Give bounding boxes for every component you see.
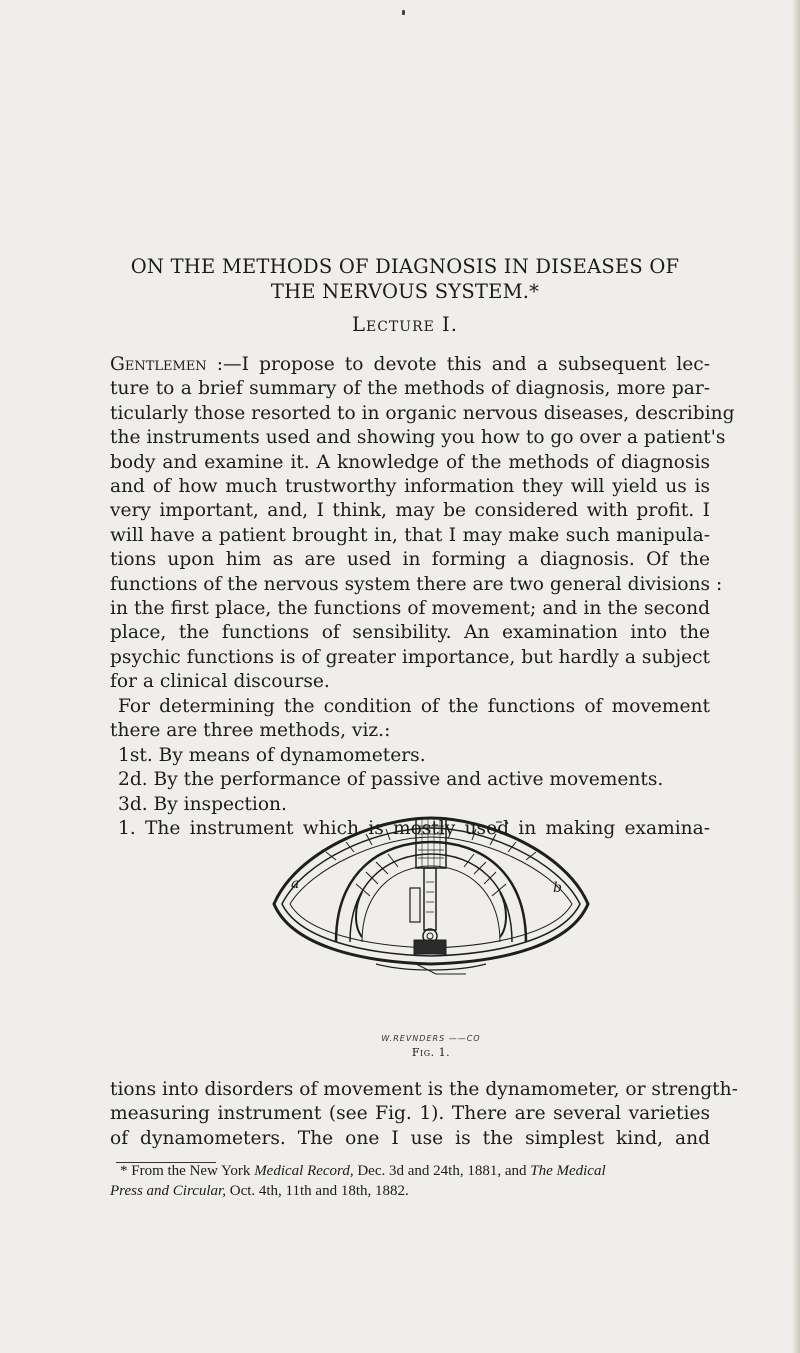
text-line: psychic functions is of greater importance, but hardly a subject [110, 646, 710, 668]
text-line: of dynamometers. The one I use is the simplest kind, and [110, 1127, 710, 1149]
text-line: Gentlemen :—I propose to devote this and a subsequent lec- [110, 354, 710, 375]
paragraph-3 [110, 1078, 738, 1151]
title-line-2: THE NERVOUS SYSTEM.* [270, 280, 540, 303]
print-speck [402, 10, 405, 15]
text-line: and of how much trustworthy information they will yield us is [110, 476, 710, 498]
page-edge-shadow [792, 0, 800, 1353]
figure-caption: Fig. 1. [411, 1046, 451, 1059]
dynamometer-illustration [266, 812, 596, 1072]
text-line: tions into disorders of movement is the dynamometer, or strength- [110, 1079, 738, 1100]
text-line: ture to a brief summary of the methods of diagnosis, more par- [110, 378, 710, 400]
chapter-title [110, 254, 700, 304]
title-line-1: ON THE METHODS OF DIAGNOSIS IN DISEASES OF [130, 255, 680, 278]
list-item: 3d. By inspection. [118, 793, 287, 815]
text-line: tions upon him as are used in forming a diagnosis. Of the [110, 549, 710, 571]
text-line: ticularly those resorted to in organic nervous diseases, describing [110, 402, 735, 424]
text-line: in the first place, the functions of movement; and in the second [110, 598, 710, 620]
text-line: very important, and, I think, may be considered with profit. I [110, 500, 710, 522]
text-line: for a clinical discourse. [110, 671, 330, 693]
dynamometer-figure [266, 812, 596, 1072]
list-item: 1st. By means of dynamometers. [118, 744, 426, 766]
footnote-line: * From the New York Medical Record, Dec. 3d and 24th, 1881, and The Medical [120, 1163, 606, 1179]
text-line: 1. The instrument which is mostly used in making examina- [118, 818, 710, 840]
text-line: functions of the nervous system there are two general divisions : [110, 573, 723, 595]
list-item: 2d. By the performance of passive and active movements. [118, 769, 664, 791]
footnote-line: Press and Circular, Oct. 4th, 11th and 18th, 1882. [110, 1183, 409, 1199]
text-line: place, the functions of sensibility. An examination into the [110, 622, 710, 644]
text-line: there are three methods, viz.: [110, 720, 391, 742]
lecture-heading: Lecture I. [352, 313, 458, 336]
engraver-credit: W.REVNDERS ——CO [381, 1034, 481, 1043]
text-line: measuring instrument (see Fig. 1). There are several varieties [110, 1103, 710, 1125]
figure-label-a: a [291, 876, 300, 892]
paragraph-1 [110, 353, 735, 695]
text-line: For determining the condition of the functions of movement [118, 696, 710, 717]
footnote [110, 1161, 710, 1201]
text-line: the instruments used and showing you how to go over a patient's [110, 427, 726, 449]
text-line: will have a patient brought in, that I may make such manipula- [110, 524, 710, 546]
text-line: body and examine it. A knowledge of the methods of diagnosis [110, 451, 710, 473]
salutation: Gentlemen [110, 354, 207, 375]
figure-label-b: b [553, 880, 562, 896]
